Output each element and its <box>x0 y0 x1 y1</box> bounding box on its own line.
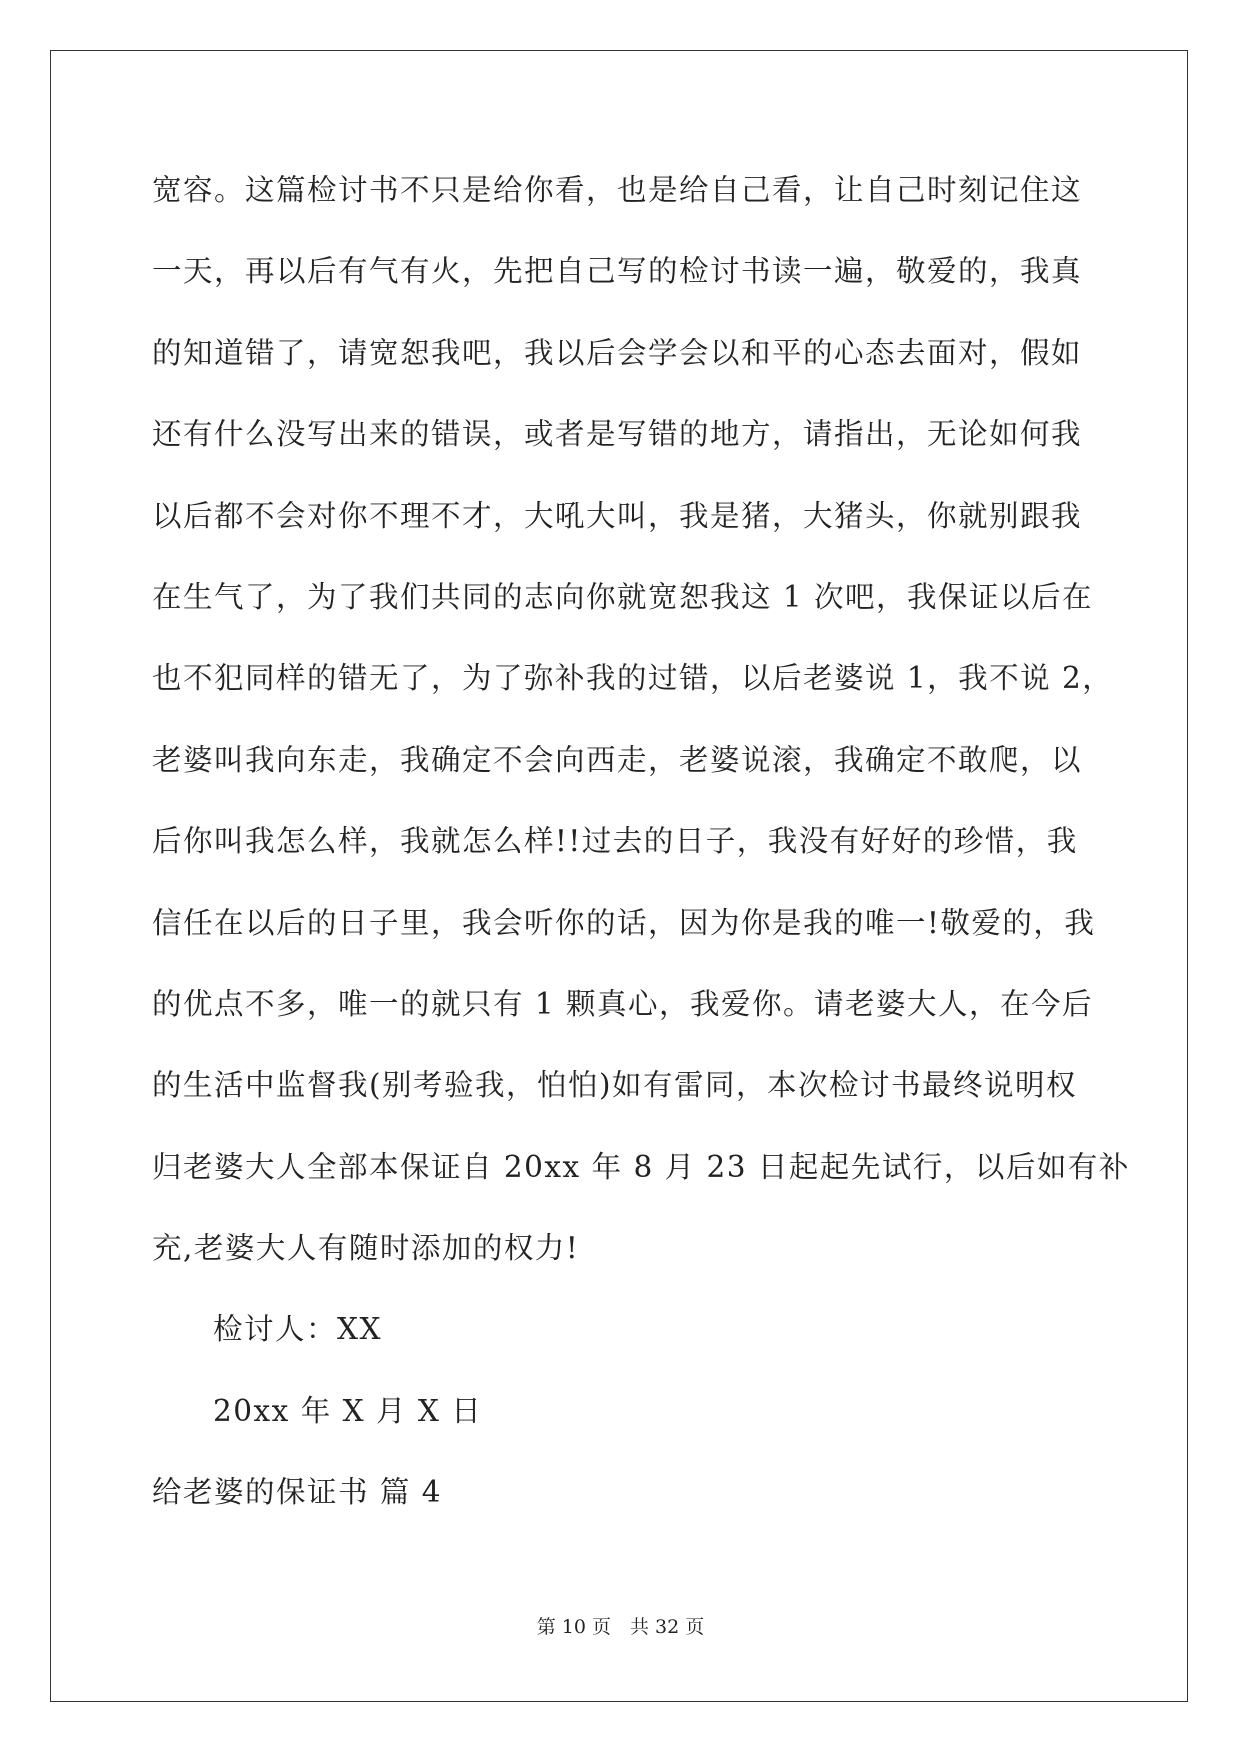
body-line: 还有什么没写出来的错误，或者是写错的地方，请指出，无论如何我 <box>152 417 1083 452</box>
body-line: 在生气了，为了我们共同的志向你就宽恕我这 1 次吧，我保证以后在 <box>152 579 1094 614</box>
body-line: 的知道错了，请宽恕我吧，我以后会学会以和平的心态去面对，假如 <box>152 335 1083 370</box>
body-line: 宽容。这篇检讨书不只是给你看，也是给自己看，让自己时刻记住这 <box>152 173 1083 207</box>
body-line: 也不犯同样的错无了，为了弥补我的过错，以后老婆说 1，我不说 2， <box>152 661 1114 696</box>
document-body <box>152 162 1130 1546</box>
body-line: 充,老婆大人有随时添加的权力! <box>152 1231 580 1266</box>
signer-line: 检讨人：XX <box>213 1312 383 1347</box>
page-number-footer: 第 10 页 共 32 页 <box>536 1616 705 1638</box>
body-line: 以后都不会对你不理不才，大吼大叫，我是猪，大猪头，你就别跟我 <box>152 498 1083 533</box>
body-line: 信任在以后的日子里，我会听你的话，因为你是我的唯一!敬爱的，我 <box>152 905 1096 940</box>
section-heading: 给老婆的保证书 篇 4 <box>152 1475 443 1510</box>
body-line: 的生活中监督我(别考验我，怕怕)如有雷同，本次检讨书最终说明权 <box>152 1068 1078 1103</box>
date-line: 20xx 年 X 月 X 日 <box>213 1393 483 1428</box>
body-line: 归老婆大人全部本保证自 20xx 年 8 月 23 日起起先试行，以后如有补 <box>152 1149 1130 1184</box>
body-line: 的优点不多，唯一的就只有 1 颗真心，我爱你。请老婆大人，在今后 <box>152 986 1094 1021</box>
body-line: 后你叫我怎么样，我就怎么样!!过去的日子，我没有好好的珍惜，我 <box>152 824 1078 859</box>
body-line: 一天，再以后有气有火，先把自己写的检讨书读一遍，敬爱的，我真 <box>152 254 1083 289</box>
body-line: 老婆叫我向东走，我确定不会向西走，老婆说滚，我确定不敢爬，以 <box>152 742 1083 777</box>
